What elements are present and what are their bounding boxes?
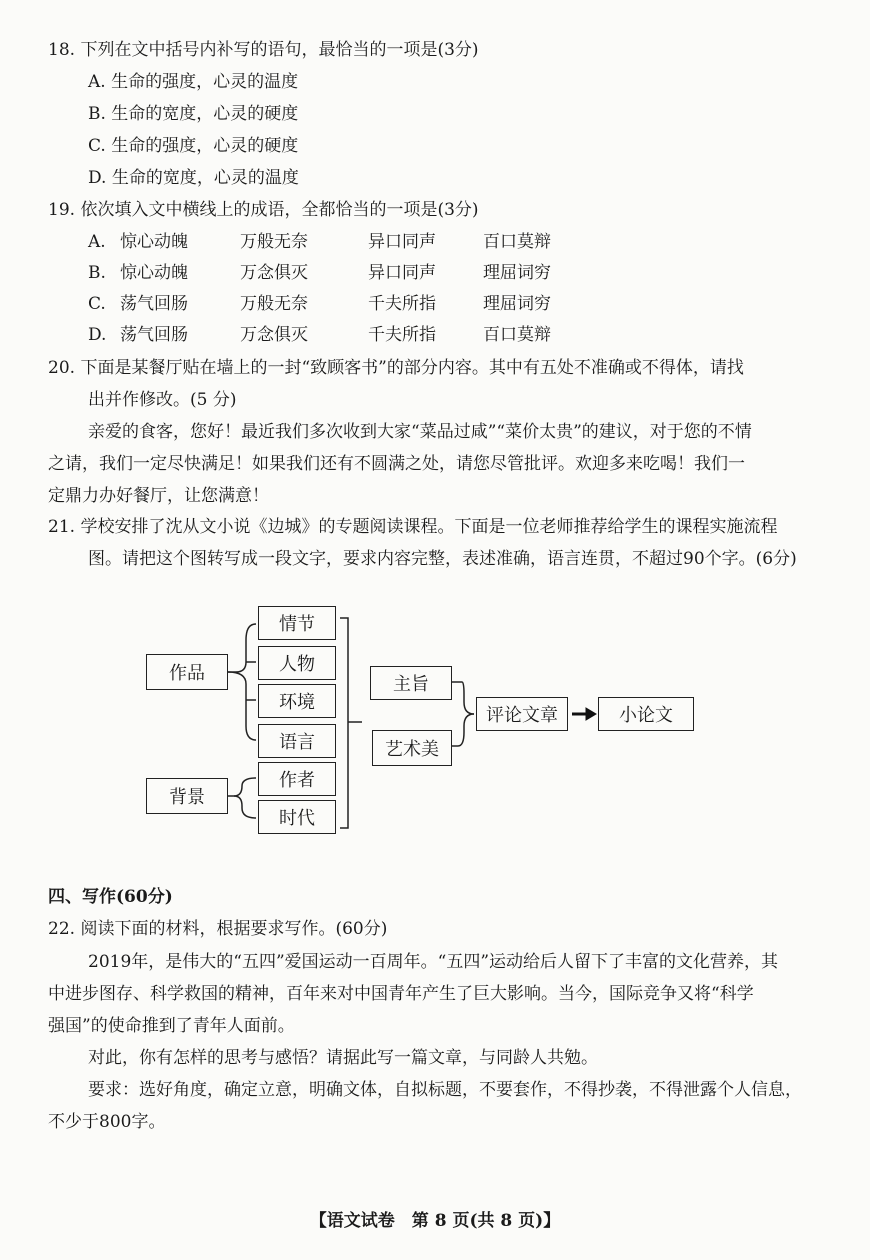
node-huanjing: 环境 [258,684,336,718]
node-zuopin: 作品 [146,654,228,690]
node-xiaolunwen: 小论文 [598,697,694,731]
idiom: 万念俱灭 [240,263,308,283]
node-renwu: 人物 [258,646,336,680]
idiom: 理屈词穷 [483,294,551,314]
idiom: 异口同声 [368,232,436,252]
q20-letter-line2: 之请，我们一定尽快满足！如果我们还有不圆满之处，请您尽管批评。欢迎多来吃喝！我们一 [48,454,745,474]
option-label: D. [88,325,107,345]
q22-material-line2: 中进步图存、科学救国的精神，百年来对中国青年产生了巨大影响。当今，国际竞争又将“科学 [48,984,754,1004]
q20-stem-line2: 出并作修改。(5 分) [88,390,237,410]
section-writing-title: 四、写作(60分) [48,887,173,907]
node-yuyan: 语言 [258,724,336,758]
node-qingjie: 情节 [258,606,336,640]
page-footer: 【语文试卷 第 8 页(共 8 页)】 [309,1211,561,1231]
node-shidai: 时代 [258,800,336,834]
idiom: 百口莫辩 [483,325,551,345]
q20-letter-line1: 亲爱的食客，您好！最近我们多次收到大家“菜品过咸”“菜价太贵”的建议，对于您的不情 [88,422,752,442]
idiom: 万念俱灭 [240,325,308,345]
idiom: 千夫所指 [368,325,436,345]
q22-requirement-line1: 要求：选好角度，确定立意，明确文体，自拟标题，不要套作，不得抄袭，不得泄露个人信息， [88,1080,802,1100]
node-beijing: 背景 [146,778,228,814]
idiom: 百口莫辩 [483,232,551,252]
q22-prompt: 对此，你有怎样的思考与感悟？请据此写一篇文章，与同龄人共勉。 [88,1048,598,1068]
idiom: 万般无奈 [240,232,308,252]
q21-stem-line2: 图。请把这个图转写成一段文字，要求内容完整，表述准确，语言连贯，不超过90个字。(6分) [88,549,797,569]
q19-stem: 19. 依次填入文中横线上的成语，全都恰当的一项是(3分) [48,200,479,220]
idiom: 异口同声 [368,263,436,283]
node-yishumei: 艺术美 [372,730,452,766]
q20-stem-line1: 20. 下面是某餐厅贴在墙上的一封“致顾客书”的部分内容。其中有五处不准确或不得体，请找 [48,358,744,378]
option-label: C. [88,294,106,314]
q20-letter-line3: 定鼎力办好餐厅，让您满意！ [48,486,269,506]
q22-material-line3: 强国”的使命推到了青年人面前。 [48,1016,295,1036]
q18-option-a: A. 生命的强度，心灵的温度 [88,72,299,92]
q21-stem-line1: 21. 学校安排了沈从文小说《边城》的专题阅读课程。下面是一位老师推荐给学生的课程实施流程 [48,517,778,537]
idiom: 理屈词穷 [483,263,551,283]
q18-option-d: D. 生命的宽度，心灵的温度 [88,168,299,188]
idiom: 荡气回肠 [120,325,188,345]
q22-requirement-line2: 不少于800字。 [48,1112,166,1132]
idiom: 荡气回肠 [120,294,188,314]
idiom: 惊心动魄 [120,263,188,283]
idiom: 惊心动魄 [120,232,188,252]
option-label: B. [88,263,106,283]
q18-option-b: B. 生命的宽度，心灵的硬度 [88,104,299,124]
idiom: 千夫所指 [368,294,436,314]
q22-material-line1: 2019年，是伟大的“五四”爱国运动一百周年。“五四”运动给后人留下了丰富的文化营养，其 [88,952,779,972]
node-pinglun: 评论文章 [476,697,568,731]
idiom: 万般无奈 [240,294,308,314]
node-zhuzhi: 主旨 [370,666,452,700]
q18-option-c: C. 生命的强度，心灵的硬度 [88,136,299,156]
node-zuozhe: 作者 [258,762,336,796]
q18-stem: 18. 下列在文中括号内补写的语句，最恰当的一项是(3分) [48,40,479,60]
q22-stem: 22. 阅读下面的材料，根据要求写作。(60分) [48,919,388,939]
option-label: A. [88,232,106,252]
